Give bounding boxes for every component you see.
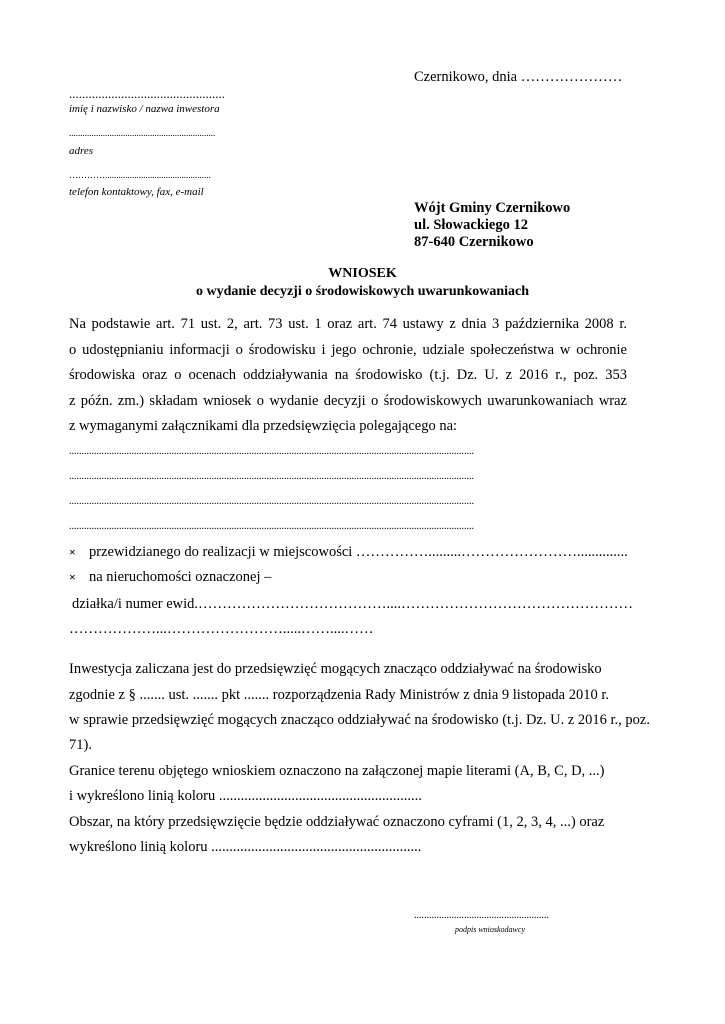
body-line-3: w sprawie przedsięwzięć mogących znacząco oddziaływać na środowisko (t.j. Dz. U. z 2016 r., poz. (69, 712, 650, 728)
intro-line-5: z wymaganymi załącznikami dla przedsięwzięcia polegającego na: (69, 418, 458, 434)
cross-bullet-icon: × (69, 570, 76, 584)
body-line-7: Obszar, na który przedsięwzięcie będzie oddziaływać oznaczono cyframi (1, 2, 3, 4, ...) oraz (69, 814, 605, 830)
body-line-6: i wykreślono linią koloru ........................................................ (69, 788, 422, 804)
document-subtitle: o wydanie decyzji o środowiskowych uwarunkowaniach (195, 284, 530, 299)
body-line-2: zgodnie z § ....... ust. ....... pkt ....... rozporządzenia Rady Ministrów z dnia 9 listopada 2010 r. (69, 687, 610, 703)
bullet-item-property (69, 569, 271, 586)
contact-dots: …………............................................... (69, 170, 211, 180)
contact-caption: telefon kontaktowy, fax, e-mail (69, 186, 204, 198)
bullet-text: przewidzianego do realizacji w miejscowości …………….........…………………….............. (89, 544, 628, 560)
place-date: Czernikowo, dnia ………………… (414, 69, 623, 85)
body-line-4: 71). (69, 737, 92, 753)
intro-line-3: środowiska oraz o ocenach oddziaływania na środowisko (t.j. Dz. U. z 2016 r., poz. 353 (69, 367, 627, 383)
recipient-line-3: 87-640 Czernikowo (414, 234, 534, 250)
address-caption: adres (69, 145, 94, 157)
parcel-number-line: działka/i numer ewid.…………………………………....………………………………………… (72, 596, 634, 612)
signature-dots: ...................................................... (414, 910, 549, 921)
recipient-line-1: Wójt Gminy Czernikowo (414, 200, 571, 216)
dotted-line: .................................................................................................................................................................. (69, 521, 474, 532)
document-title: WNIOSEK (328, 266, 397, 281)
applicant-name-caption: imię i nazwisko / nazwa inwestora (69, 103, 220, 115)
address-dots: ................................................................. (69, 128, 216, 138)
body-line-5: Granice terenu objętego wnioskiem oznaczono na załączonej mapie literami (A, B, C, D, ...) (69, 763, 605, 779)
body-line-1: Inwestycja zaliczana jest do przedsięwzięć mogących znacząco oddziaływać na środowisko (69, 661, 602, 677)
intro-line-4: z późn. zm.) składam wniosek o wydanie decyzji o środowiskowych uwarunkowaniach wraz (69, 393, 627, 409)
parcel-number-line-2: ………………...…………………….....……....…… (69, 621, 374, 637)
dotted-line: .................................................................................................................................................................. (69, 446, 474, 457)
dotted-line: .................................................................................................................................................................. (69, 471, 474, 482)
body-line-8: wykreślono linią koloru .......................................................... (69, 839, 422, 855)
bullet-item-location (69, 544, 628, 561)
applicant-name-dots: ................................................ (69, 86, 225, 101)
cross-bullet-icon: × (69, 545, 76, 559)
intro-line-1: Na podstawie art. 71 ust. 2, art. 73 ust. 1 oraz art. 74 ustawy z dnia 3 października 2008 r. (69, 316, 627, 332)
dotted-line: .................................................................................................................................................................. (69, 496, 474, 507)
signature-caption: podpis wnioskodawcy (455, 925, 525, 934)
intro-line-2: o udostępnianiu informacji o środowisku i jego ochronie, udziale społeczeństwa w ochronie (69, 342, 627, 358)
bullet-text: na nieruchomości oznaczonej – (89, 569, 272, 585)
recipient-line-2: ul. Słowackiego 12 (414, 217, 528, 233)
